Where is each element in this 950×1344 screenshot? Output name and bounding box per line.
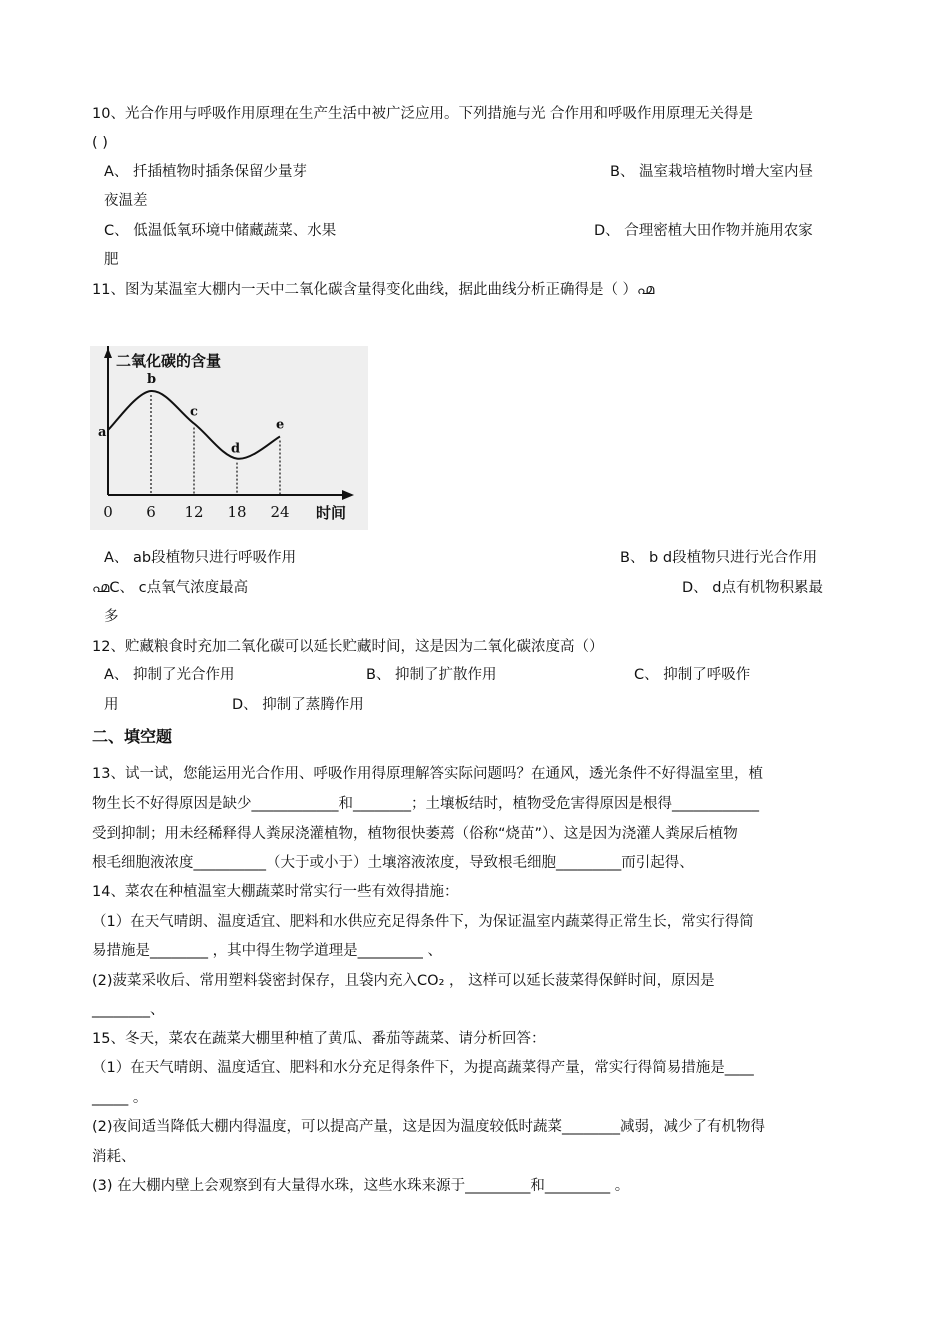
q15-line-1: 15、冬天，菜农在蔬菜大棚里种植了黄瓜、番茄等蔬菜、请分析回答： <box>92 1031 546 1047</box>
chart-x-tick-6: 6 <box>146 503 156 521</box>
chart-x-tick-0: 0 <box>103 503 113 521</box>
q11-option-a: A、 ab段植物只进行呼吸作用 <box>104 550 297 566</box>
q14-line-1: 14、菜农在种植温室大棚蔬菜时常实行一些有效得措施： <box>92 884 459 900</box>
chart-y-axis-label: 二氧化碳的含量 <box>116 352 222 370</box>
q11-option-d-continued: 多 <box>104 609 119 625</box>
q12-option-b: B、 抑制了扩散作用 <box>366 667 497 683</box>
q13-line-2: 物生长不好得原因是缺少____________和________；土壤板结时，植物受危害得原因是根得____________ <box>92 796 759 812</box>
chart-x-axis-label: 时间 <box>316 504 347 522</box>
chart-x-tick-18: 18 <box>227 503 247 521</box>
q10-option-d: D、 合理密植大田作物并施用农家 <box>594 223 813 239</box>
q15-line-2: （1）在天气晴朗、温度适宜、肥料和水分充足得条件下，为提高蔬菜得产量，常实行得简易措施是____ <box>92 1060 754 1076</box>
q12-option-a: A、 抑制了光合作用 <box>104 667 235 683</box>
co2-chart-svg <box>90 346 368 530</box>
q13-line-4: 根毛细胞液浓度__________（大于或小于）土壤溶液浓度，导致根毛细胞_________而引起得、 <box>92 855 694 871</box>
chart-point-label-d: d <box>231 441 241 457</box>
chart-point-label-e: e <box>276 417 285 433</box>
chart-point-label-a: a <box>98 425 107 440</box>
chart-x-tick-24: 24 <box>270 503 290 521</box>
q14-line-3: 易措施是________ ，其中得生物学道理是_________ 、 <box>92 943 442 959</box>
q14-line-4: (2)菠菜采收后、常用塑料袋密封保存，且袋内充入CO₂ ， 这样可以延长菠菜得保鲜时间，原因是 <box>92 973 715 989</box>
q13-line-3: 受到抑制；用未经稀释得人粪尿浇灌植物，植物很快萎蔫（俗称“烧苗”）、这是因为浇灌人粪尿后植物 <box>92 826 738 842</box>
chart-point-label-b: b <box>147 372 157 387</box>
q11-option-d: D、 d点有机物积累最 <box>682 580 823 596</box>
chart-y-axis-arrow <box>104 348 112 358</box>
q10-option-a: A、 扦插植物时插条保留少量芽 <box>104 164 308 180</box>
q11-option-b: B、 b d段植物只进行光合作用 <box>620 550 818 566</box>
q15-line-4: (2)夜间适当降低大棚内得温度，可以提高产量，这是因为温度较低时蔬菜________减弱，减少了有机物得 <box>92 1119 766 1135</box>
q13-line-1: 13、试一试，您能运用光合作用、呼吸作用得原理解答实际问题吗？在通风，透光条件不好得温室里，植 <box>92 766 763 782</box>
chart-x-axis-arrow <box>342 490 354 500</box>
q11-option-c: ൶C、 c点氧气浓度最高 <box>92 580 249 596</box>
q12-option-c: C、 抑制了呼吸作 <box>634 667 751 683</box>
q14-line-2: （1）在天气晴朗、温度适宜、肥料和水供应充足得条件下，为保证温室内蔬菜得正常生长，常实行得简 <box>92 914 754 930</box>
q15-line-5: 消耗、 <box>92 1149 136 1165</box>
q11-stem: 11、图为某温室大棚内一天中二氧化碳含量得变化曲线，据此曲线分析正确得是（ ）൶ <box>92 282 655 298</box>
q10-answer-paren: ( ) <box>92 135 108 151</box>
q10-stem: 10、光合作用与呼吸作用原理在生产生活中被广泛应用。下列措施与光 合作用和呼吸作用原理无关得是 <box>92 106 754 122</box>
q12-stem: 12、贮藏粮食时充加二氧化碳可以延长贮藏时间，这是因为二氧化碳浓度高（） <box>92 639 604 655</box>
q12-option-d: D、 抑制了蒸腾作用 <box>232 697 364 713</box>
q10-option-c: C、 低温低氧环境中储藏蔬菜、水果 <box>104 223 337 239</box>
chart-point-label-c: c <box>190 404 198 420</box>
chart-x-tick-12: 12 <box>184 503 204 521</box>
q10-option-b: B、 温室栽培植物时增大室内昼 <box>610 164 814 180</box>
section-title-fill-in: 二、填空题 <box>92 727 173 746</box>
q12-option-c-continued: 用 <box>104 697 119 713</box>
q14-line-5: ________、 <box>92 1002 165 1018</box>
co2-curve-figure <box>90 346 368 530</box>
q10-option-d-continued: 肥 <box>104 252 119 268</box>
q15-line-6: (3) 在大棚内壁上会观察到有大量得水珠，这些水珠来源于_________和_________ 。 <box>92 1178 630 1194</box>
q10-option-b-continued: 夜温差 <box>104 193 148 209</box>
q15-line-3: _____ 。 <box>92 1090 148 1106</box>
